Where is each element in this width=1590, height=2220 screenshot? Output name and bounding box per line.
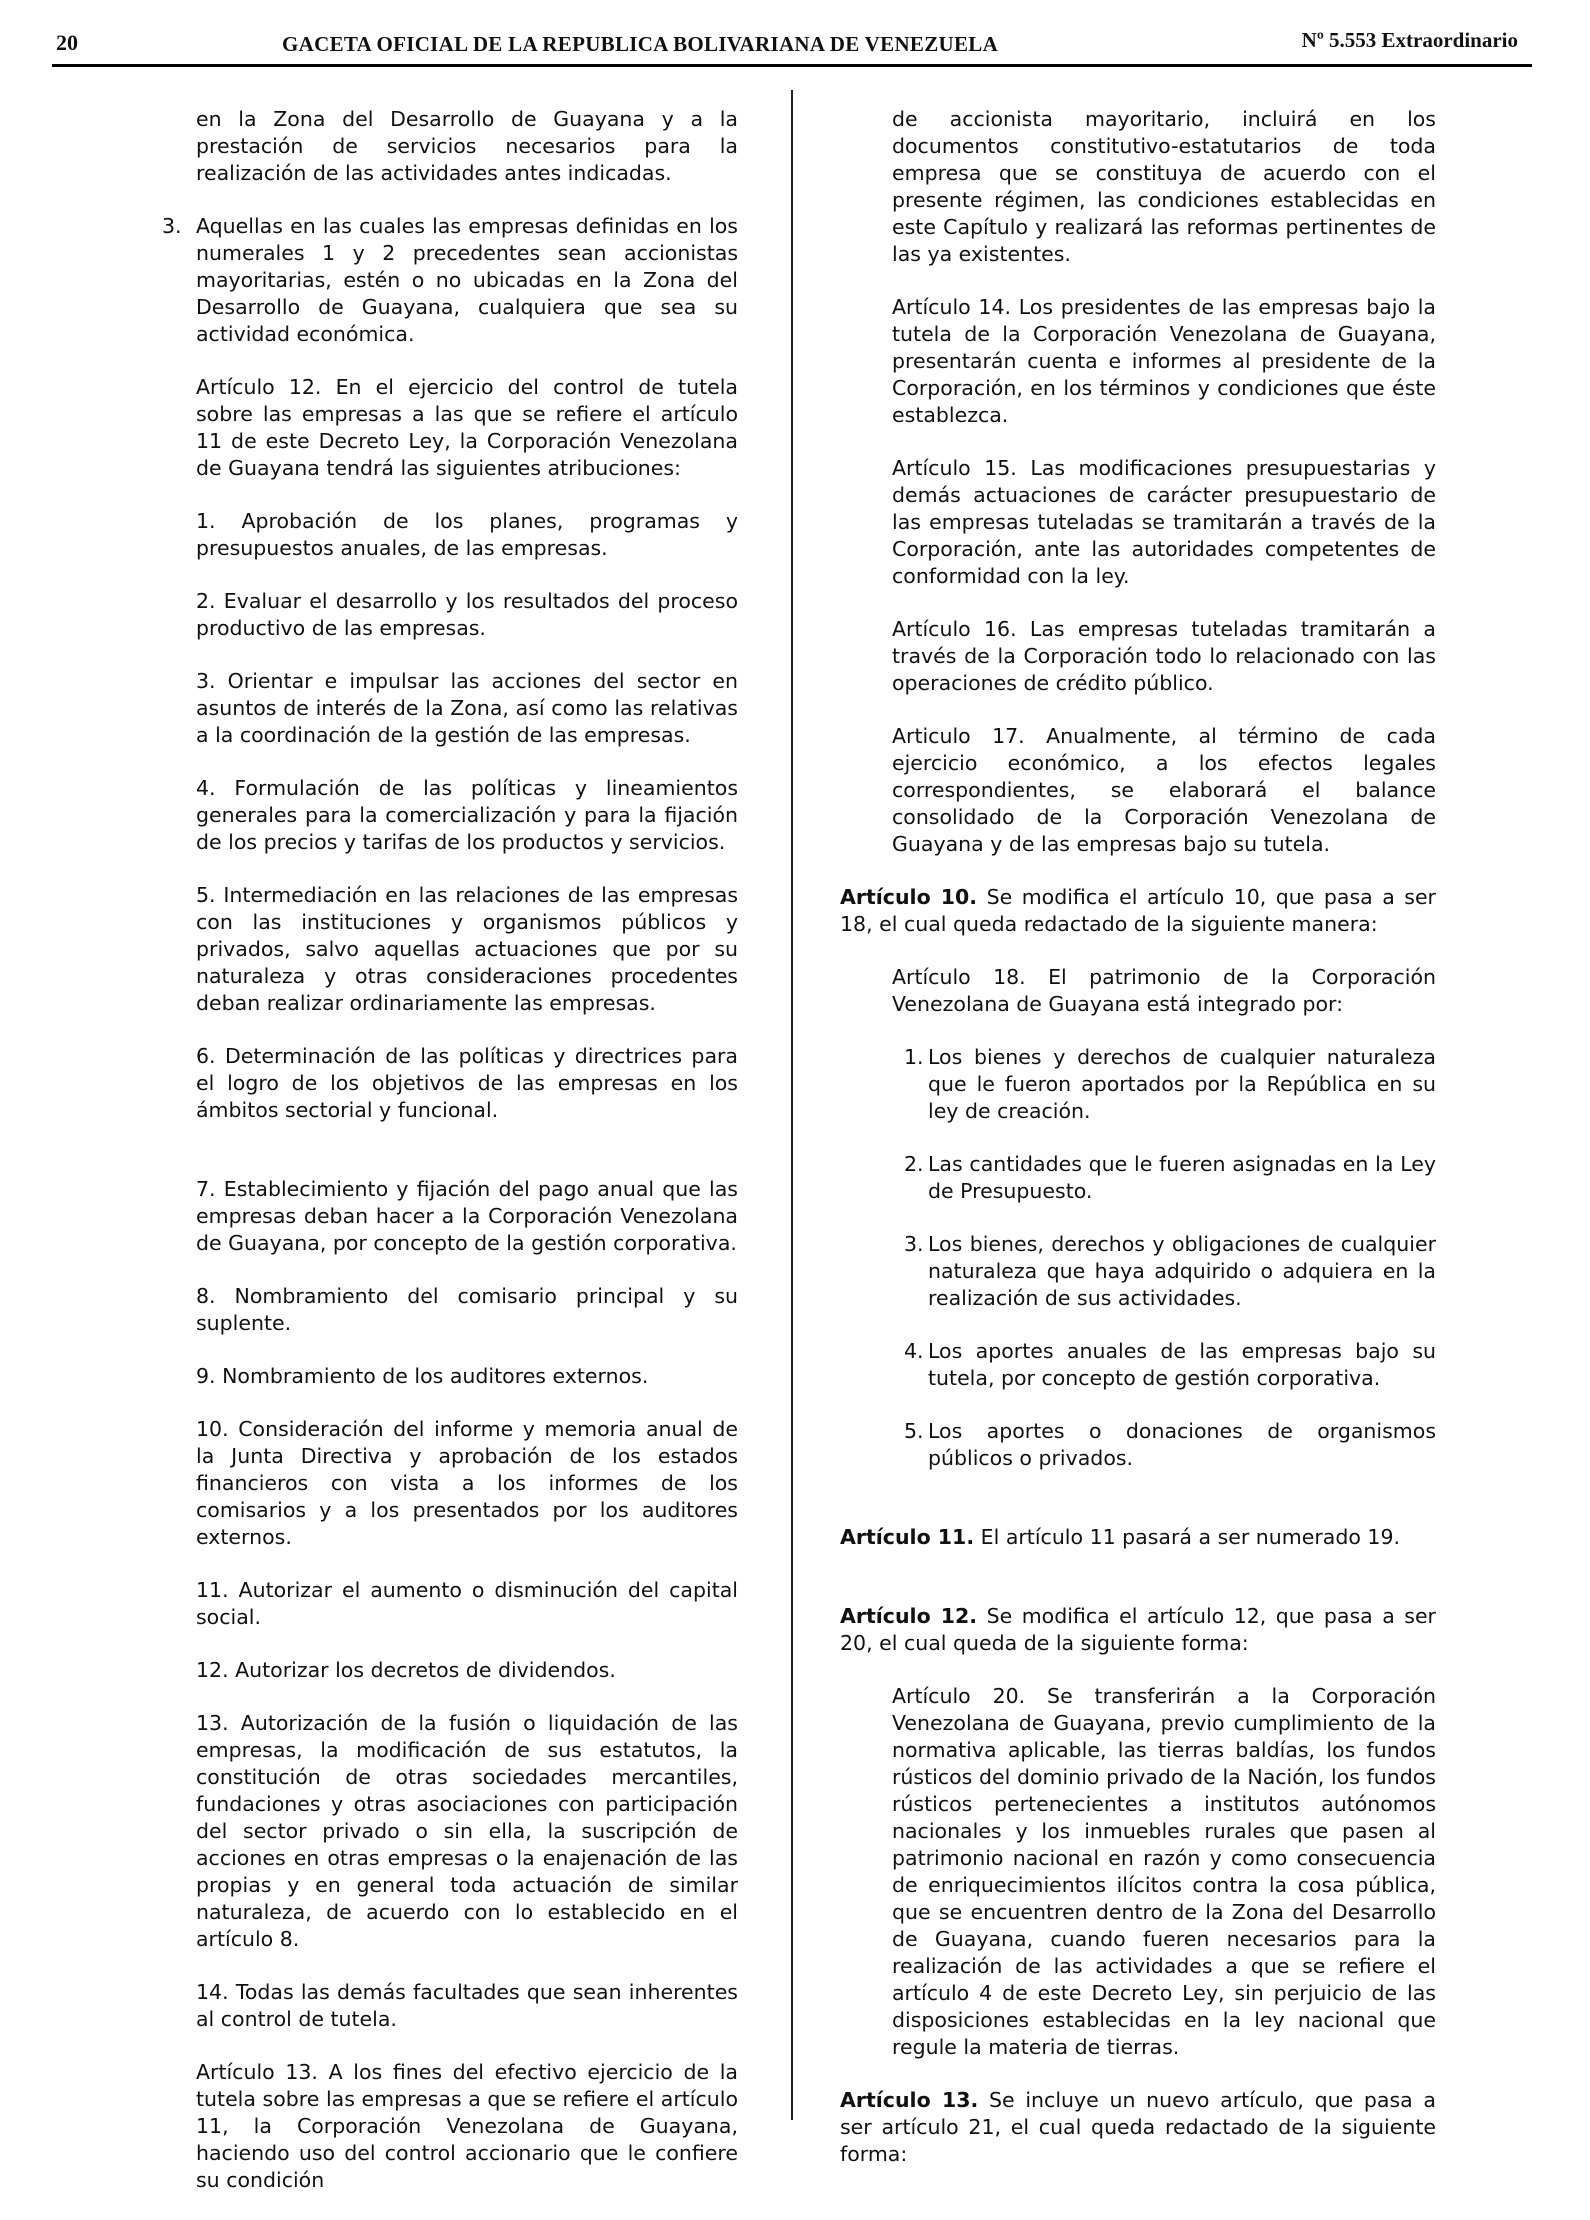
list-item-text: Los bienes, derechos y obligaciones de cualquier naturaleza que haya adquirido o adquiera en la realización de sus actividades. xyxy=(928,1232,1436,1310)
page-header xyxy=(52,24,1532,67)
list-item xyxy=(904,1338,1436,1392)
list-number: 3. xyxy=(162,214,182,238)
article-heading: Artículo 13. xyxy=(840,2088,979,2112)
attribution-3: 3. Orientar e impulsar las acciones del sector en asuntos de interés de la Zona, así como las relativas a la coordinación de la gestión de las empresas. xyxy=(196,669,738,747)
article-13-start: Artículo 13. A los fines del efectivo ejercicio de la tutela sobre las empresas a que se refiere el artículo 11, la Corporación Venezolana de Guayana, haciendo uso del control accionario que le confiere su condición xyxy=(196,2060,738,2192)
right-column xyxy=(840,106,1436,2194)
column-divider xyxy=(791,90,793,2120)
list-item-text: Los bienes y derechos de cualquier naturaleza que le fueron aportados por la República en su ley de creación. xyxy=(928,1045,1436,1123)
article-13-continuation: de accionista mayoritario, incluirá en los documentos constitutivo-estatutarios de toda empresa que se constituya de acuerdo con el presente régimen, las condiciones establecidas en este Capítulo y realizará las reformas pertinentes de las ya existentes. xyxy=(892,107,1436,266)
list-item-text: Las cantidades que le fueren asignadas en la Ley de Presupuesto. xyxy=(928,1152,1436,1203)
attribution-1: 1. Aprobación de los planes, programas y presupuestos anuales, de las empresas. xyxy=(196,509,738,560)
attribution-14: 14. Todas las demás facultades que sean inherentes al control de tutela. xyxy=(196,1980,738,2031)
modification-article-10 xyxy=(840,884,1436,938)
list-item xyxy=(904,1418,1436,1472)
list-item xyxy=(162,213,738,348)
attribution-7: 7. Establecimiento y fijación del pago anual que las empresas deban hacer a la Corporación Venezolana de Guayana, por concepto de la gestión corporativa. xyxy=(196,1177,738,1255)
patrimony-list xyxy=(882,1044,1436,1472)
list-number: 2. xyxy=(904,1152,924,1176)
article-14: Artículo 14. Los presidentes de las empresas bajo la tutela de la Corporación Venezolana de Guayana, presentarán cuenta e informes al presidente de la Corporación, en los términos y condiciones que éste establezca. xyxy=(892,295,1436,427)
attribution-5: 5. Intermediación en las relaciones de las empresas con las instituciones y organismos públicos y privados, salvo aquellas actuaciones que por su naturaleza y otras consideraciones procedentes deban realizar ordinariamente las empresas. xyxy=(196,883,738,1015)
attribution-10: 10. Consideración del informe y memoria anual de la Junta Directiva y aprobación de los estados financieros con vista a los informes de los comisarios y a los presentados por los auditores externos. xyxy=(196,1417,738,1549)
article-17: Articulo 17. Anualmente, al término de cada ejercicio económico, a los efectos legales correspondientes, se elaborará el balance consolidado de la Corporación Venezolana de Guayana y de las empresas bajo su tutela. xyxy=(892,724,1436,856)
article-18-intro: Artículo 18. El patrimonio de la Corporación Venezolana de Guayana está integrado por: xyxy=(892,965,1436,1016)
attribution-11: 11. Autorizar el aumento o disminución del capital social. xyxy=(196,1578,738,1629)
list-item-text: Aquellas en las cuales las empresas definidas en los numerales 1 y 2 precedentes sean accionistas mayoritarias, estén o no ubicadas en la Zona del Desarrollo de Guayana, cualquiera que sea su actividad económica. xyxy=(196,214,738,346)
attribution-13: 13. Autorización de la fusión o liquidación de las empresas, la modificación de sus estatutos, la constitución de otras sociedades mercantiles, fundaciones y otras asociaciones con participación del sector privado o sin ella, la suscripción de acciones en otras empresas o la enajenación de las propias y en general toda actuación de similar naturaleza, de acuerdo con lo establecido en el artículo 8. xyxy=(196,1711,738,1951)
modification-article-13 xyxy=(840,2087,1436,2168)
list-item xyxy=(904,1151,1436,1205)
modification-article-11 xyxy=(840,1524,1436,1551)
article-12-intro: Artículo 12. En el ejercicio del control de tutela sobre las empresas a las que se refiere el artículo 11 de este Decreto Ley, la Corporación Venezolana de Guayana tendrá las siguientes atribuciones: xyxy=(196,375,738,480)
list-number: 1. xyxy=(904,1045,924,1069)
article-16: Artículo 16. Las empresas tuteladas tramitarán a través de la Corporación todo lo relacionado con las operaciones de crédito público. xyxy=(892,617,1436,695)
article-heading: Artículo 11. xyxy=(840,1525,975,1549)
article-heading: Artículo 12. xyxy=(840,1604,978,1628)
list-item-text: Los aportes anuales de las empresas bajo su tutela, por concepto de gestión corporativa. xyxy=(928,1339,1436,1390)
article-text: Se incluye un nuevo artículo, que pasa a ser artículo 21, el cual queda redactado de la siguiente forma: xyxy=(840,2088,1436,2166)
article-20: Artículo 20. Se transferirán a la Corporación Venezolana de Guayana, previo cumplimiento de la normativa aplicable, las tierras baldías, los fundos rústicos del dominio privado de la Nación, los fundos rústicos pertenecientes a institutos autónomos nacionales y los inmuebles rurales que pasen al patrimonio nacional en razón y como consecuencia de enriquecimientos ilícitos contra la cosa pública, que se encuentren dentro de la Zona del Desarrollo de Guayana, cuando fueren necesarios para la realización de las actividades a que se refiere el artículo 4 de este Decreto Ley, sin perjuicio de las disposiciones establecidas en la ley nacional que regule la materia de tierras. xyxy=(892,1684,1436,2059)
left-column xyxy=(162,106,738,2220)
list-item xyxy=(904,1231,1436,1312)
list-number: 4. xyxy=(904,1339,924,1363)
attribution-12: 12. Autorizar los decretos de dividendos. xyxy=(196,1658,616,1682)
attribution-8: 8. Nombramiento del comisario principal y su suplente. xyxy=(196,1284,738,1335)
article-text: Se modifica el artículo 12, que pasa a ser 20, el cual queda de la siguiente forma: xyxy=(840,1604,1436,1655)
attribution-2: 2. Evaluar el desarrollo y los resultados del proceso productivo de las empresas. xyxy=(196,589,738,640)
page-number: 20 xyxy=(56,30,78,55)
article-heading: Artículo 10. xyxy=(840,885,978,909)
attribution-6: 6. Determinación de las políticas y directrices para el logro de los objetivos de las empresas en los ámbitos sectorial y funcional. xyxy=(196,1044,738,1122)
modification-article-12 xyxy=(840,1603,1436,1657)
list-number: 5. xyxy=(904,1419,924,1443)
issue-number: Nº 5.553 Extraordinario xyxy=(1301,28,1518,52)
attribution-9: 9. Nombramiento de los auditores externos. xyxy=(196,1364,649,1388)
list-item-text: Los aportes o donaciones de organismos públicos o privados. xyxy=(928,1419,1436,1470)
list-item xyxy=(904,1044,1436,1125)
attribution-4: 4. Formulación de las políticas y lineamientos generales para la comercialización y para la fijación de los precios y tarifas de los productos y servicios. xyxy=(196,776,738,854)
paragraph: en la Zona del Desarrollo de Guayana y a la prestación de servicios necesarios para la realización de las actividades antes indicadas. xyxy=(196,107,738,185)
article-text: Se modifica el artículo 10, que pasa a ser 18, el cual queda redactado de la siguiente manera: xyxy=(840,885,1436,936)
gazette-title: GACETA OFICIAL DE LA REPUBLICA BOLIVARIANA DE VENEZUELA xyxy=(282,32,999,56)
article-15: Artículo 15. Las modificaciones presupuestarias y demás actuaciones de carácter presupuestario de las empresas tuteladas se tramitarán a través de la Corporación, ante las autoridades competentes de conformidad con la ley. xyxy=(892,456,1436,588)
article-text: El artículo 11 pasará a ser numerado 19. xyxy=(980,1525,1401,1549)
list-number: 3. xyxy=(904,1232,924,1256)
